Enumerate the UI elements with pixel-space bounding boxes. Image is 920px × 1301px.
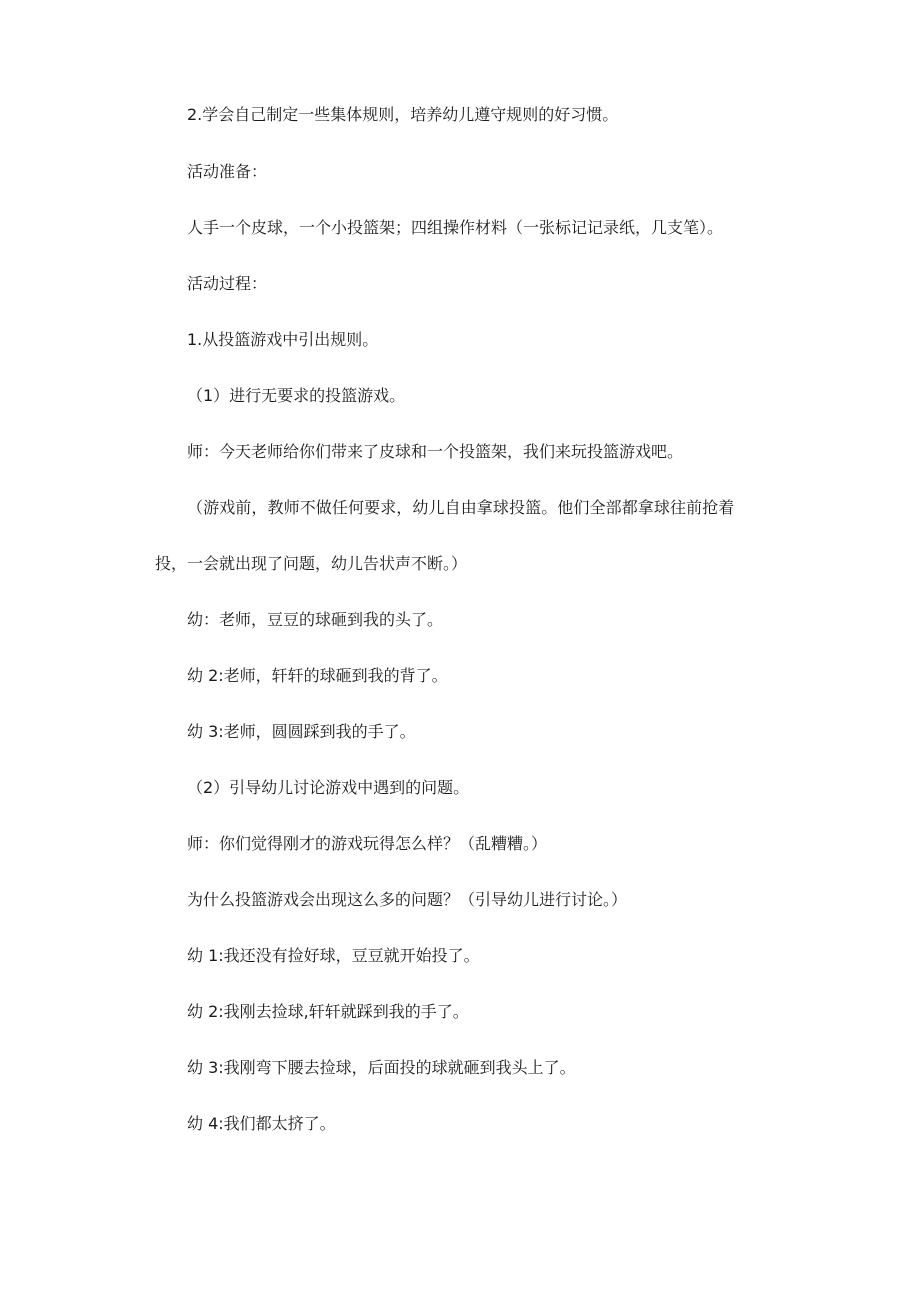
paragraph-child-1: 幼：老师，豆豆的球砸到我的头了。 (187, 610, 444, 629)
paragraph-substep-2: （2）引导幼儿讨论游戏中遇到的问题。 (187, 778, 470, 797)
paragraph-game-note-line-1: （游戏前，教师不做任何要求，幼儿自由拿球投篮。他们全部都拿球往前抢着 (187, 498, 735, 517)
paragraph-child-2: 幼 2:老师，轩轩的球砸到我的背了。 (187, 666, 448, 685)
paragraph-answer-4: 幼 4:我们都太挤了。 (187, 1114, 336, 1133)
paragraph-teacher-question: 师：你们觉得刚才的游戏玩得怎么样？（乱糟糟。） (187, 834, 548, 853)
paragraph-step-1: 1.从投篮游戏中引出规则。 (187, 330, 379, 349)
paragraph-objective-2: 2.学会自己制定一些集体规则，培养幼儿遵守规则的好习惯。 (187, 105, 619, 124)
paragraph-materials: 人手一个皮球，一个小投篮架；四组操作材料（一张标记记录纸，几支笔）。 (187, 218, 724, 237)
paragraph-game-note-line-2: 投，一会就出现了问题，幼儿告状声不断。） (155, 554, 468, 573)
paragraph-substep-1: （1）进行无要求的投篮游戏。 (187, 386, 406, 405)
paragraph-answer-3: 幼 3:我刚弯下腰去捡球，后面投的球就砸到我头上了。 (187, 1058, 576, 1077)
paragraph-answer-2: 幼 2:我刚去捡球,轩轩就踩到我的手了。 (187, 1002, 469, 1021)
paragraph-why-question: 为什么投篮游戏会出现这么多的问题？（引导幼儿进行讨论。） (187, 890, 628, 909)
heading-preparation: 活动准备： (187, 162, 268, 181)
paragraph-teacher-intro: 师：今天老师给你们带来了皮球和一个投篮架，我们来玩投篮游戏吧。 (187, 442, 684, 461)
heading-process: 活动过程： (187, 274, 268, 293)
paragraph-child-3: 幼 3:老师，圆圆踩到我的手了。 (187, 722, 416, 741)
paragraph-answer-1: 幼 1:我还没有捡好球，豆豆就开始投了。 (187, 946, 480, 965)
